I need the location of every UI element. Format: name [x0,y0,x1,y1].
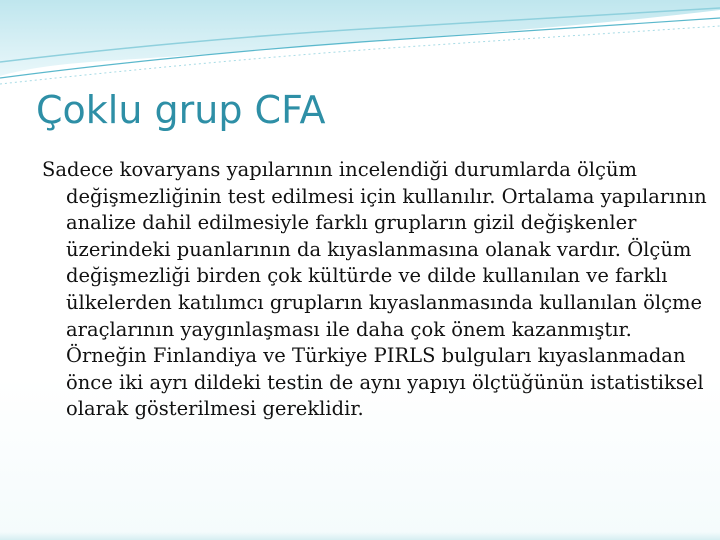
page-title: Çoklu grup CFA [36,88,326,132]
body-paragraph: Sadece kovaryans yapılarının incelendiği durumlarda ölçüm değişmezliğinin test edilmesi için kullanılır. Ortalama yapılarının analize dahil edilmesiyle farklı grupların gizil değişkenler üzerindeki puanlarının da kıyaslanmasına olanak vardır. Ölçüm değişmezliği birden çok kültürde ve dilde kullanılan ve farklı ülkelerden katılımcı grupların kıyaslanmasında kullanılan ölçme araçlarının yaygınlaşması ile daha çok önem kazanmıştır. Örneğin Finlandiya ve Türkiye PIRLS bulguları kıyaslanmadan önce iki ayrı dildeki testin de aynı yapıyı ölçtüğünün istatistiksel olarak gösterilmesi gereklidir. [42,158,707,421]
header-wave-decoration [0,0,720,100]
bottom-edge-decoration [0,532,720,540]
